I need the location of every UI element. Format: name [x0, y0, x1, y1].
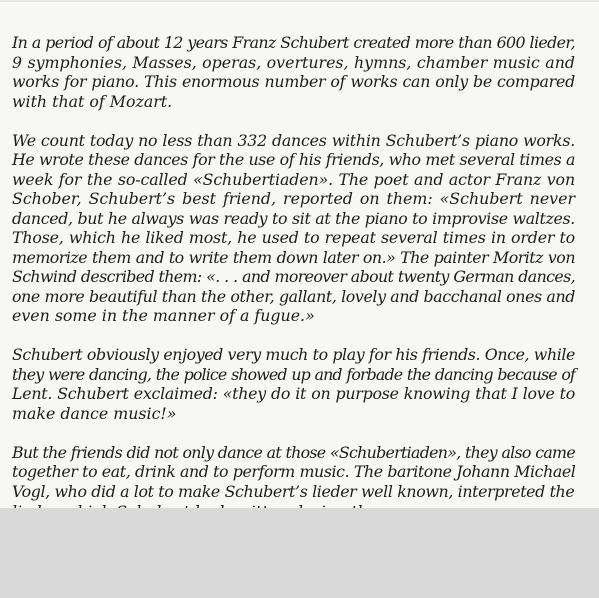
text-line: danced, but he always was ready to sit at the piano to improvise waltzes.: [12, 208, 575, 228]
text-line: Schubert obviously enjoyed very much to play for his friends. Once, while: [12, 345, 575, 364]
text-line: Schober, Schubert’s best friend, reported on them: «Schubert never: [12, 189, 575, 208]
text-line: works for piano. This enormous number of works can only be compared: [12, 72, 575, 91]
paragraph-4: [12, 443, 575, 502]
text-line: make dance music!»: [12, 403, 177, 423]
text-line: We count today no less than 332 dances within Schubert’s piano works.: [12, 130, 575, 150]
text-line: But the friends did not only dance at those «Schubertiaden», they also came: [12, 442, 575, 462]
paragraph-3: [12, 345, 575, 423]
paragraph-1: [12, 33, 575, 111]
text-line: Vogl, who did a lot to make Schubert’s lieder well known, interpreted the: [12, 481, 575, 501]
page-top-edge: [0, 0, 599, 2]
text-line: Those, which he liked most, he used to repeat several times in order to: [12, 228, 575, 247]
text-line: Lent. Schubert exclaimed: «they do it on purpose knowing that I love to: [12, 384, 575, 403]
text-line: they were dancing, the police showed up and forbade the dancing because of: [12, 364, 575, 384]
text-line: In a period of about 12 years Franz Schubert created more than 600 lieder,: [12, 33, 575, 52]
text-line: Schwind described them: «. . . and moreover about twenty German dances,: [12, 267, 575, 286]
text-line: He wrote these dances for the use of his friends, who met several times a: [12, 150, 575, 169]
text-column: [12, 33, 575, 521]
blank-scan-area: [0, 508, 599, 598]
text-line: memorize them and to write them down later on.» The painter Moritz von: [12, 247, 575, 267]
text-line: 9 symphonies, Masses, operas, overtures, hymns, chamber music and: [12, 52, 575, 72]
paragraph-2: [12, 131, 575, 326]
text-line: even some in the manner of a fugue.»: [12, 306, 315, 325]
text-line: with that of Mozart.: [12, 91, 173, 111]
text-line: week for the so-called «Schubertiaden». The poet and actor Franz von: [12, 169, 575, 189]
text-line: one more beautiful than the other, gallant, lovely and bacchanal ones and: [12, 286, 575, 306]
text-line: together to eat, drink and to perform music. The baritone Johann Michael: [12, 462, 576, 481]
